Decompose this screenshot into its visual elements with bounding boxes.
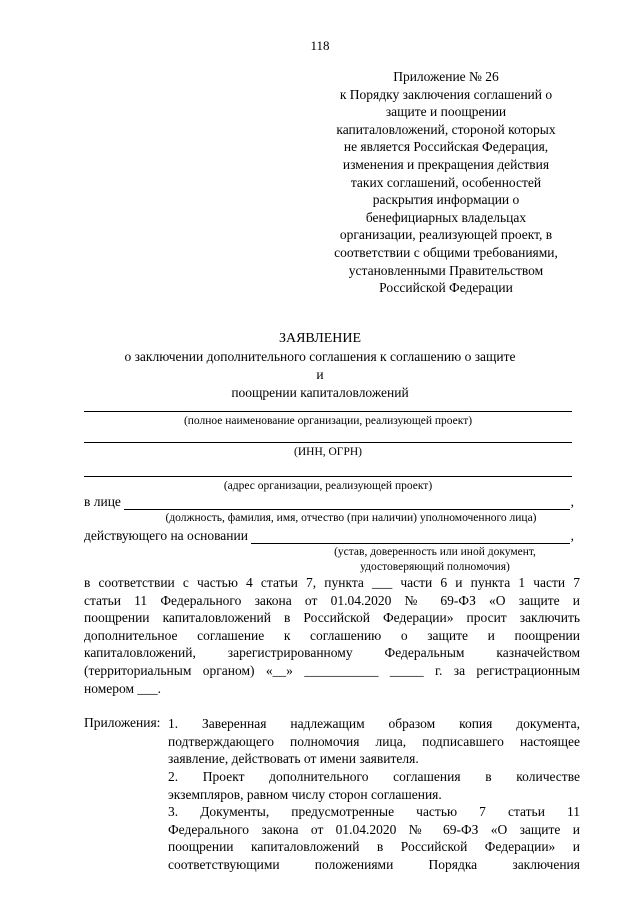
attachment-item-2 [168, 768, 580, 803]
paragraph-line: поощрении капиталовложений в Российской Федерации» просит заключить [84, 610, 580, 626]
appendix-header [318, 68, 574, 297]
representative-caption: (должность, фамилия, имя, отчество (при наличии) уполномоченного лица) [165, 512, 537, 524]
basis-row [84, 528, 574, 544]
appendix-line: установленными Правительством [348, 262, 544, 278]
appendix-line: к Порядку заключения соглашений о [339, 86, 553, 102]
comma: , [570, 494, 574, 509]
appendix-line: таких соглашений, особенностей [350, 174, 542, 190]
acting-label: действующего на основании [84, 528, 248, 543]
subtitle-line: поощрении капиталовложений [231, 385, 409, 400]
subtitle-line: о заключении дополнительного соглашения к соглашению о защите и [124, 349, 516, 382]
address-caption: (адрес организации, реализующей проект) [223, 480, 433, 492]
attachment-line: подтверждающего полномочия лица, подписавшего настоящее [168, 733, 580, 749]
appendix-line: Приложение № 26 [393, 69, 499, 84]
org-name-field[interactable] [84, 411, 572, 412]
attachment-line: соответствующими положениями Порядка заключения [168, 856, 580, 872]
appendix-line: изменения и прекращения действия [342, 156, 550, 172]
page-number: 118 [310, 38, 330, 53]
attachment-line: поощрении капиталовложений в Российской Федерации» и [168, 839, 580, 855]
attachment-line: 2. Проект дополнительного соглашения в количестве [168, 769, 580, 784]
paragraph-line: в соответствии с частью 4 статьи 7, пункта ___ части 6 и пункта 1 части 7 [84, 575, 580, 590]
appendix-line: раскрытия информации о [372, 192, 520, 208]
representative-field[interactable] [124, 496, 570, 510]
paragraph-line: статьи 11 Федерального закона от 01.04.2020 № 69-ФЗ «О защите и [84, 592, 580, 608]
paragraph-line: дополнительное соглашение к соглашению о защите и поощрении [84, 627, 580, 643]
basis-caption-line: удостоверяющий полномочия) [360, 561, 510, 573]
paragraph-line: капиталовложений, зарегистрированному Федеральным казначейством [84, 645, 580, 661]
basis-caption [300, 545, 570, 575]
document-title: ЗАЯВЛЕНИЕ [278, 331, 362, 346]
appendix-line: бенефициарных владельцах [365, 209, 527, 225]
request-paragraph [84, 574, 580, 697]
representative-row [84, 494, 574, 510]
attachment-line: экземпляров, равном числу сторон соглашения. [168, 786, 442, 802]
basis-caption-line: (устав, доверенность или иной документ, [334, 546, 536, 558]
in-person-label: в лице [84, 494, 121, 509]
basis-field[interactable] [251, 530, 570, 544]
attachment-line: Федерального закона от 01.04.2020 № 69-ФЗ «О защите и [168, 821, 580, 837]
attachments-label: Приложения: [84, 715, 161, 730]
appendix-line: капиталовложений, стороной которых [336, 121, 556, 137]
attachment-item-1 [168, 715, 580, 768]
inn-ogrn-caption: (ИНН, ОГРН) [294, 446, 362, 458]
appendix-line: защите и поощрении [385, 104, 507, 120]
appendix-line: организации, реализующей проект, в [339, 227, 553, 243]
attachment-item-3 [168, 803, 580, 873]
org-name-caption: (полное наименование организации, реализующей проект) [183, 415, 473, 427]
appendix-line: Российской Федерации [379, 280, 513, 296]
inn-ogrn-field[interactable] [84, 442, 572, 443]
comma: , [570, 528, 574, 543]
attachment-line: 3. Документы, предусмотренные частью 7 статьи 11 [168, 804, 580, 819]
attachment-line: заявление, действовать от имени заявителя. [168, 751, 419, 767]
document-subtitle [120, 348, 520, 402]
paragraph-line: номером ___. [84, 680, 162, 696]
appendix-line: соответствии с общими требованиями, [334, 244, 558, 260]
appendix-line: не является Российская Федерация, [343, 139, 549, 155]
attachment-line: 1. Заверенная надлежащим образом копия документа, [168, 716, 580, 731]
address-field[interactable] [84, 476, 572, 477]
paragraph-line: (территориальным органом) «__» ___________ _____ г. за регистрационным [84, 662, 580, 678]
